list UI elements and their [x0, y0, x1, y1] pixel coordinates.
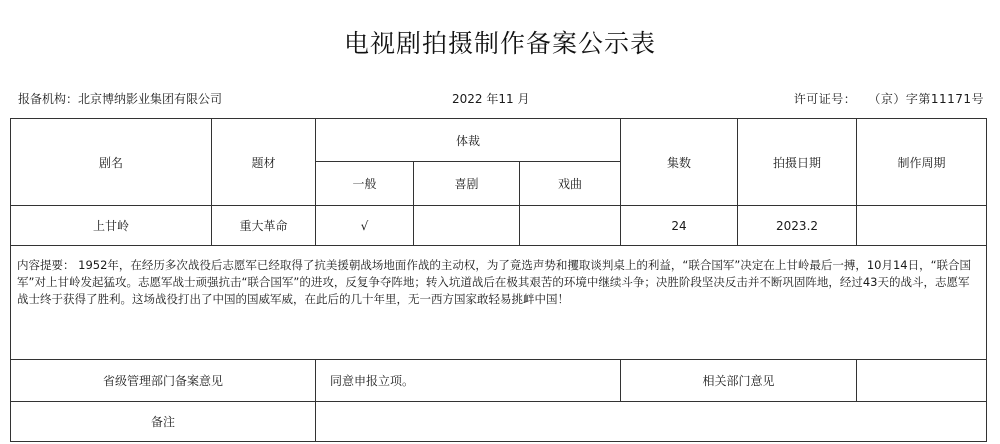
header-subject: 题材	[212, 119, 316, 206]
cell-genre-opera	[520, 206, 621, 246]
cell-name: 上甘岭	[11, 206, 212, 246]
provincial-opinion-label: 省级管理部门备案意见	[11, 360, 316, 402]
header-genre-comedy: 喜剧	[414, 162, 520, 206]
header-genre-general: 一般	[316, 162, 414, 206]
header-name: 剧名	[11, 119, 212, 206]
note-value	[316, 402, 987, 442]
license-number	[794, 90, 984, 108]
reporting-organization	[18, 90, 222, 108]
cell-subject: 重大革命	[212, 206, 316, 246]
content-summary: 内容提要： 1952年，在经历多次战役后志愿军已经取得了抗美援朝战场地面作战的主动权，为了竟选声势和攫取谈判桌上的利益，“联合国军”决定在上甘岭最后一搏，10月14日，“联合国军”对上甘岭发起猛攻。志愿军战士顽强抗击“联合国军”的进攻，反复争夺阵地；转入坑道战后在极其艰苦的环境中继续斗争；决胜阶段坚决反击并不断巩固阵地，经过43天的战斗，志愿军战士终于获得了胜利。这场战役打出了中国的国威军威，在此后的几十年里，无一西方国家敢轻易挑衅中国！	[11, 246, 987, 360]
cell-genre-comedy	[414, 206, 520, 246]
header-episodes: 集数	[621, 119, 738, 206]
cell-episodes: 24	[621, 206, 738, 246]
provincial-opinion-value: 同意申报立项。	[316, 360, 621, 402]
note-label: 备注	[11, 402, 316, 442]
license-value: （京）字第11171号	[868, 92, 984, 106]
record-table	[10, 118, 987, 442]
header-genre: 体裁	[316, 119, 621, 162]
header-genre-opera: 戏曲	[520, 162, 621, 206]
cell-production-period	[857, 206, 987, 246]
cell-shoot-date: 2023.2	[738, 206, 857, 246]
org-value: 北京博纳影业集团有限公司	[78, 92, 223, 106]
header-production-period: 制作周期	[857, 119, 987, 206]
page-title: 电视剧拍摄制作备案公示表	[343, 29, 656, 58]
license-label: 许可证号：	[793, 92, 857, 106]
related-opinion-label: 相关部门意见	[621, 360, 857, 402]
header-shoot-date: 拍摄日期	[738, 119, 857, 206]
table-row	[11, 206, 987, 246]
report-date: 2022 年11 月	[452, 92, 530, 106]
related-opinion-value	[857, 360, 987, 402]
org-label: 报备机构：	[18, 92, 79, 106]
cell-genre-general: √	[316, 206, 414, 246]
